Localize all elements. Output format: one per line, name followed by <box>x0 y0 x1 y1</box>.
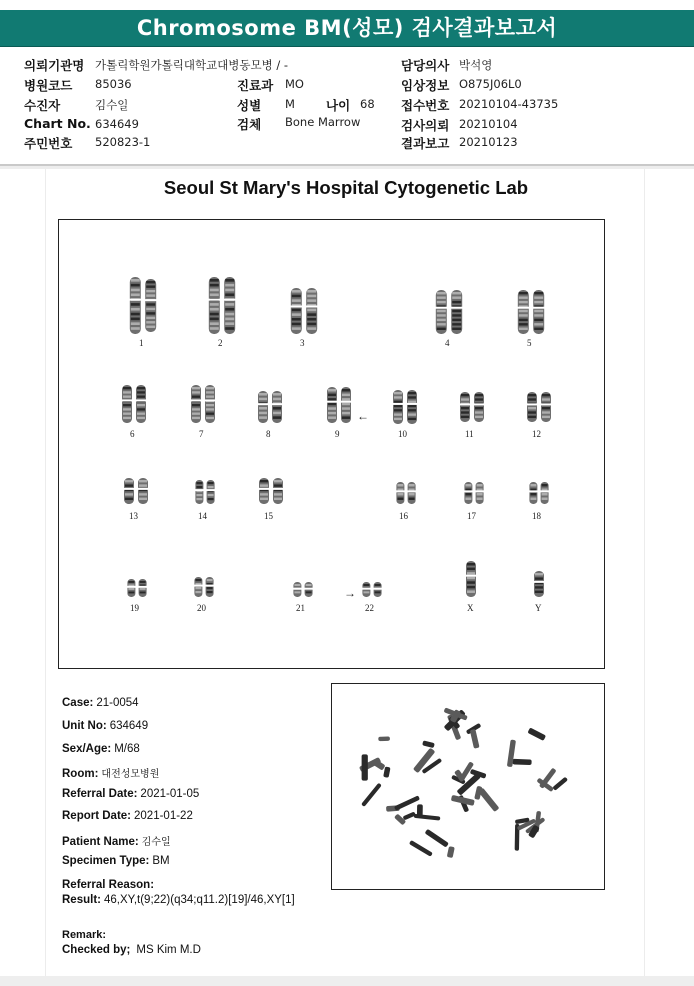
metaphase-spread-image <box>332 684 603 888</box>
metaphase-chromosome <box>409 840 433 857</box>
sexage-value: M/68 <box>114 743 140 755</box>
result-value: 46,XY,t(9;22)(q34;q11.2)[19]/46,XY[1] <box>103 894 295 906</box>
metaphase-chromosome <box>361 783 382 807</box>
chromosome-label-1: 1 <box>139 338 144 348</box>
chromosome-label-21: 21 <box>296 603 305 613</box>
metaphase-chromosome <box>552 777 568 791</box>
chromosome-18 <box>528 482 549 504</box>
chromosome-8 <box>257 391 283 423</box>
checked-row <box>62 944 201 956</box>
chromosome-label-18: 18 <box>532 511 541 521</box>
chromosome-label-14: 14 <box>198 511 207 521</box>
doctor-value: 박석영 <box>459 58 493 72</box>
chart-no-value: 634649 <box>95 117 139 131</box>
metaphase-chromosome <box>378 736 390 741</box>
unit-value: 634649 <box>109 720 149 732</box>
chromosome-label-20: 20 <box>197 603 206 613</box>
chromosome-15 <box>258 478 284 504</box>
karyogram-image <box>59 220 603 667</box>
chromosome-label-2: 2 <box>218 338 223 348</box>
request-date-value: 20210104 <box>459 117 518 131</box>
chromosome-14 <box>194 480 215 504</box>
result-label: Result: <box>62 894 101 906</box>
arrow-icon-chromosome-22: → <box>344 586 356 600</box>
chromosome-Y <box>533 571 545 597</box>
patient-info-panel <box>0 47 694 165</box>
room-row <box>62 765 159 780</box>
patient-value: 김수일 <box>95 98 129 112</box>
chromosome-X <box>465 561 477 597</box>
bottom-strip <box>0 976 694 986</box>
karyogram-frame <box>58 219 605 669</box>
result-report-value: 20210123 <box>459 135 518 149</box>
clinical-info-label: 임상정보 <box>401 78 450 93</box>
chromosome-16 <box>395 482 416 504</box>
institution-value: 가톨릭학원가톨릭대학교대병동모병 / - <box>95 58 289 72</box>
arrow-icon-chromosome-9: ← <box>357 409 369 423</box>
resident-no-label: 주민번호 <box>24 136 73 151</box>
chromosome-label-6: 6 <box>130 429 135 439</box>
chromosome-9 <box>326 387 352 423</box>
chromosome-4 <box>435 290 463 334</box>
chromosome-label-3: 3 <box>300 338 305 348</box>
specimen-value: Bone Marrow <box>285 115 361 129</box>
chromosome-label-12: 12 <box>532 429 541 439</box>
chromosome-6 <box>121 385 147 423</box>
report-title: Chromosome BM(성모) 검사결과보고서 <box>136 16 558 40</box>
chromosome-label-19: 19 <box>130 603 139 613</box>
result-report-label: 결과보고 <box>401 136 450 151</box>
chromosome-3 <box>290 288 318 334</box>
hospital-code-label: 병원코드 <box>24 78 73 93</box>
metaphase-chromosome <box>527 727 546 740</box>
room-label: Room: <box>62 768 99 780</box>
chromosome-label-X: X <box>467 603 474 613</box>
resident-no-value: 520823-1 <box>95 135 151 149</box>
report-date-label: Report Date: <box>62 810 132 822</box>
chromosome-11 <box>459 392 485 422</box>
metaphase-chromosome <box>425 829 449 848</box>
patient-name-label: Patient Name: <box>62 836 139 848</box>
chromosome-label-8: 8 <box>266 429 271 439</box>
case-label: Case: <box>62 697 94 709</box>
chromosome-21 <box>292 582 313 597</box>
report-date-row <box>62 810 193 822</box>
dept-label: 진료과 <box>237 78 274 93</box>
sex-value: M <box>285 97 295 111</box>
specimen-type-row <box>62 855 170 867</box>
report-title-bar <box>0 10 694 47</box>
chromosome-label-13: 13 <box>129 511 138 521</box>
chromosome-22 <box>361 582 382 597</box>
chromosome-label-9: 9 <box>335 429 340 439</box>
chromosome-label-15: 15 <box>264 511 273 521</box>
metaphase-chromosome <box>470 729 480 749</box>
chromosome-label-10: 10 <box>398 429 407 439</box>
metaphase-chromosome <box>362 754 368 780</box>
case-value: 21-0054 <box>96 697 139 709</box>
unit-row <box>62 720 148 732</box>
chromosome-19 <box>126 579 147 597</box>
case-row <box>62 697 139 709</box>
chromosome-20 <box>193 577 214 597</box>
chromosome-5 <box>517 290 545 334</box>
metaphase-chromosome <box>394 795 420 810</box>
specimen-type-value: BM <box>152 855 170 867</box>
chromosome-label-7: 7 <box>199 429 204 439</box>
chromosome-label-4: 4 <box>445 338 450 348</box>
patient-name-value: 김수일 <box>141 837 171 848</box>
checked-label: Checked by; <box>62 944 131 956</box>
metaphase-chromosome <box>512 759 531 765</box>
hospital-code-value: 85036 <box>95 77 132 91</box>
unit-label: Unit No: <box>62 720 107 732</box>
specimen-label: 검체 <box>237 117 262 132</box>
chromosome-7 <box>190 385 216 423</box>
chart-no-label: Chart No. <box>24 116 91 131</box>
specimen-type-label: Specimen Type: <box>62 855 150 867</box>
patient-name-row <box>62 833 171 848</box>
sex-label: 성별 <box>237 98 262 113</box>
chromosome-12 <box>526 392 552 422</box>
patient-label: 수진자 <box>24 98 61 113</box>
age-value: 68 <box>360 97 375 111</box>
chromosome-label-11: 11 <box>465 429 474 439</box>
metaphase-chromosome <box>447 846 455 858</box>
chromosome-2 <box>208 277 236 334</box>
age-label: 나이 <box>326 98 351 113</box>
chromosome-label-22: 22 <box>365 603 374 613</box>
chromosome-1 <box>129 277 157 334</box>
referral-reason-label: Referral Reason: <box>62 879 155 891</box>
report-date-value: 2021-01-22 <box>134 810 193 822</box>
doctor-label: 담당의사 <box>401 58 450 73</box>
lab-title: Seoul St Mary's Hospital Cytogenetic Lab <box>163 177 529 198</box>
clinical-info-value: O875J06L0 <box>459 77 522 91</box>
chromosome-17 <box>463 482 484 504</box>
chromosome-label-Y: Y <box>535 603 542 613</box>
metaphase-chromosome <box>383 766 390 777</box>
sexage-row <box>62 743 140 755</box>
metaphase-chromosome <box>414 814 441 821</box>
referral-date-row <box>62 788 199 800</box>
cytogenetic-report-page <box>45 169 645 976</box>
room-value: 대전성모병원 <box>101 769 160 780</box>
chromosome-label-16: 16 <box>399 511 408 521</box>
metaphase-frame <box>331 683 605 890</box>
checked-value: MS Kim M.D <box>136 944 201 956</box>
dept-value: MO <box>285 77 304 91</box>
chromosome-label-5: 5 <box>527 338 532 348</box>
sexage-label: Sex/Age: <box>62 743 112 755</box>
institution-label: 의뢰기관명 <box>24 58 85 73</box>
metaphase-chromosome <box>403 811 416 820</box>
receipt-no-value: 20210104-43735 <box>459 97 559 111</box>
chromosome-13 <box>123 478 149 504</box>
chromosome-label-17: 17 <box>467 511 476 521</box>
referral-reason-row <box>62 879 154 891</box>
metaphase-chromosome <box>422 740 435 748</box>
referral-date-label: Referral Date: <box>62 788 138 800</box>
request-date-label: 검사의뢰 <box>401 118 450 133</box>
referral-date-value: 2021-01-05 <box>140 788 200 800</box>
receipt-no-label: 접수번호 <box>401 98 450 113</box>
result-row <box>62 894 295 906</box>
chromosome-10 <box>392 390 418 424</box>
remark-label: Remark: <box>62 929 107 941</box>
